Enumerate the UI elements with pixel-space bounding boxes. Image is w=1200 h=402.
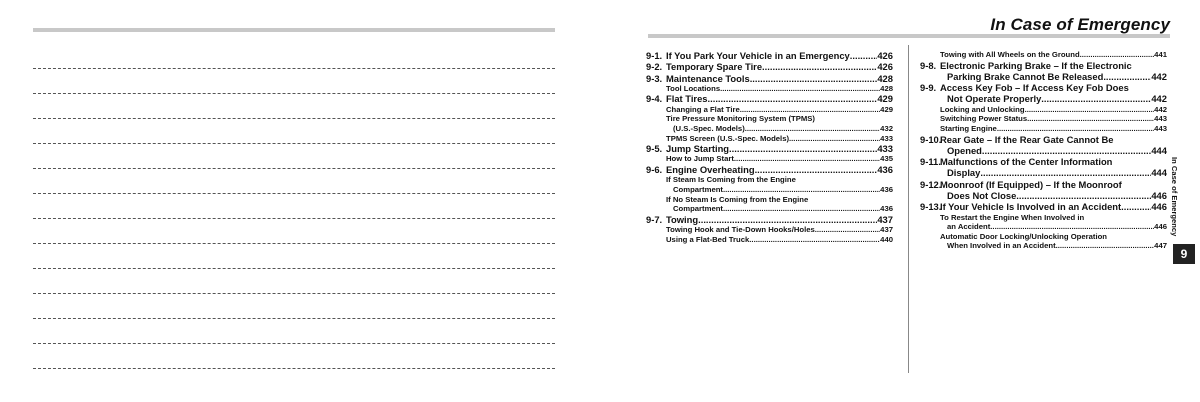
toc-entry-title-text: Rear Gate – If the Rear Gate Cannot Be bbox=[940, 133, 1114, 145]
leader-dots bbox=[745, 124, 880, 134]
toc-entry-title: Starting Engine bbox=[940, 123, 997, 133]
toc-entry-title bbox=[646, 143, 729, 154]
toc-entry-title-text: Parking Brake Cannot Be Released bbox=[947, 70, 1104, 82]
toc-page-number: 436 bbox=[880, 204, 893, 214]
toc-page-number: 429 bbox=[877, 93, 893, 105]
leader-dots bbox=[1027, 114, 1154, 124]
toc-entry-title-text: Flat Tires bbox=[666, 93, 708, 105]
leader-dots bbox=[997, 124, 1154, 134]
toc-page-number: 435 bbox=[880, 154, 893, 164]
toc-entry-title bbox=[646, 164, 755, 175]
toc-entry-number: 9-9. bbox=[920, 82, 937, 94]
toc-entry-title-line1 bbox=[920, 82, 1167, 93]
toc-entry-title bbox=[646, 73, 750, 84]
leader-dots bbox=[723, 185, 880, 195]
leader-dots bbox=[749, 235, 880, 245]
toc-page-number: 426 bbox=[877, 61, 893, 73]
toc-page-number: 428 bbox=[880, 83, 893, 93]
toc-subsection-entry[interactable] bbox=[920, 114, 1167, 124]
toc-page-number: 433 bbox=[880, 133, 893, 143]
toc-section-entry[interactable] bbox=[920, 134, 1167, 157]
toc-entry-title-text: Does Not Close bbox=[947, 190, 1017, 202]
toc-entry-title-line1: To Restart the Engine When Involved in bbox=[940, 212, 1085, 222]
note-line bbox=[33, 343, 555, 344]
toc-subsection-entry[interactable] bbox=[646, 195, 893, 214]
toc-entry-title-text: Not Operate Properly bbox=[947, 93, 1042, 105]
toc-entry-number: 9-6. bbox=[646, 164, 663, 176]
toc-entry-title: Locking and Unlocking bbox=[940, 104, 1025, 114]
toc-entry-title bbox=[920, 201, 1121, 212]
right-page bbox=[600, 0, 1200, 402]
toc-entry-title: Towing Hook and Tie-Down Hooks/Holes bbox=[666, 225, 815, 235]
leader-dots bbox=[1103, 71, 1151, 82]
toc-entry-number: 9-7. bbox=[646, 213, 663, 225]
leader-dots bbox=[734, 154, 880, 164]
toc-entry-title-text: (U.S.-Spec. Models) bbox=[673, 123, 745, 133]
toc-section-entry[interactable] bbox=[646, 214, 893, 225]
toc-column-1 bbox=[646, 50, 893, 244]
toc-page-number: 443 bbox=[1154, 114, 1167, 124]
toc-entry-title-text: When Involved in an Accident bbox=[947, 241, 1056, 251]
toc-subsection-entry[interactable] bbox=[646, 84, 893, 94]
toc-entry-title-line2 bbox=[920, 167, 1167, 178]
toc-subsection-entry[interactable] bbox=[920, 213, 1167, 232]
toc-entry-number: 9-1. bbox=[646, 50, 663, 61]
leader-dots bbox=[1041, 93, 1151, 104]
toc-subsection-entry[interactable] bbox=[646, 175, 893, 194]
toc-page-number: 436 bbox=[877, 164, 893, 176]
toc-section-entry[interactable] bbox=[646, 73, 893, 84]
toc-entry-title-text: Access Key Fob – If Access Key Fob Does bbox=[940, 82, 1129, 94]
leader-dots bbox=[990, 222, 1154, 232]
toc-entry-title-line2 bbox=[646, 185, 893, 195]
toc-page-number: 443 bbox=[1154, 123, 1167, 133]
toc-entry-title: TPMS Screen (U.S.-Spec. Models) bbox=[666, 133, 790, 143]
toc-page-number: 446 bbox=[1151, 190, 1167, 202]
toc-entry-title-line2 bbox=[646, 204, 893, 214]
toc-section-entry[interactable] bbox=[920, 179, 1167, 202]
toc-section-entry[interactable] bbox=[920, 60, 1167, 83]
toc-section-entry[interactable] bbox=[920, 201, 1167, 212]
toc-page-number: 429 bbox=[880, 104, 893, 114]
toc-entry-title: Switching Power Status bbox=[940, 114, 1028, 124]
toc-entry-title: How to Jump Start bbox=[666, 154, 734, 164]
toc-entry-title-line1 bbox=[920, 179, 1167, 190]
toc-entry-number: 9-8. bbox=[920, 59, 937, 71]
toc-subsection-entry[interactable] bbox=[920, 50, 1167, 60]
leader-dots bbox=[740, 105, 880, 115]
leader-dots bbox=[723, 204, 880, 214]
chapter-number-tab: 9 bbox=[1173, 244, 1195, 264]
toc-entry-title-text: Compartment bbox=[673, 184, 723, 194]
toc-entry-title bbox=[646, 214, 698, 225]
toc-entry-title-line2 bbox=[920, 145, 1167, 156]
toc-entry-title-text: Jump Starting bbox=[666, 143, 730, 155]
toc-subsection-entry[interactable] bbox=[646, 134, 893, 144]
leader-dots bbox=[720, 84, 880, 94]
toc-entry-title-line2 bbox=[920, 71, 1167, 82]
column-divider bbox=[908, 45, 909, 373]
toc-section-entry[interactable] bbox=[646, 93, 893, 104]
toc-subsection-entry[interactable] bbox=[920, 232, 1167, 251]
note-line bbox=[33, 93, 555, 94]
toc-entry-title bbox=[646, 93, 708, 104]
toc-subsection-entry[interactable] bbox=[646, 154, 893, 164]
toc-subsection-entry[interactable] bbox=[920, 124, 1167, 134]
toc-page-number: 441 bbox=[1154, 50, 1167, 59]
note-line bbox=[33, 243, 555, 244]
leader-dots bbox=[982, 145, 1151, 156]
toc-entry-title: Using a Flat-Bed Truck bbox=[666, 234, 750, 244]
toc-entry-number: 9-5. bbox=[646, 143, 663, 155]
leader-dots bbox=[750, 73, 878, 84]
toc-entry-title-text: Moonroof (If Equipped) – If the Moonroof bbox=[940, 178, 1122, 190]
leader-dots bbox=[1121, 201, 1151, 212]
toc-entry-number: 9-11. bbox=[920, 156, 941, 168]
toc-page-number: 444 bbox=[1151, 167, 1167, 179]
toc-entry-title-text: Engine Overheating bbox=[666, 164, 755, 176]
toc-entry-number: 9-13. bbox=[920, 201, 942, 213]
note-line bbox=[33, 193, 555, 194]
toc-entry-title-line2 bbox=[920, 93, 1167, 104]
toc-section-entry[interactable] bbox=[646, 143, 893, 154]
toc-page-number: 437 bbox=[877, 213, 893, 225]
toc-entry-title-line1: If No Steam Is Coming from the Engine bbox=[666, 194, 809, 204]
toc-entry-title-line1: Tire Pressure Monitoring System (TPMS) bbox=[666, 114, 815, 124]
leader-dots bbox=[789, 134, 880, 144]
toc-section-entry[interactable] bbox=[646, 50, 893, 61]
toc-subsection-entry[interactable] bbox=[920, 105, 1167, 115]
toc-page-number: 446 bbox=[1154, 222, 1167, 232]
toc-subsection-entry[interactable] bbox=[646, 114, 893, 133]
toc-column-2 bbox=[920, 50, 1167, 251]
toc-entry-title-text: Malfunctions of the Center Information bbox=[940, 156, 1113, 168]
toc-entry-title-text: Opened bbox=[947, 144, 982, 156]
toc-page-number: 442 bbox=[1151, 70, 1167, 82]
leader-dots bbox=[729, 143, 877, 154]
toc-section-entry[interactable] bbox=[646, 61, 893, 72]
side-tab-label bbox=[1168, 157, 1182, 241]
toc-entry-title-text: Electronic Parking Brake – If the Electronic bbox=[940, 59, 1132, 71]
toc-entry-title-text: an Accident bbox=[947, 222, 991, 232]
toc-entry-number: 9-3. bbox=[646, 72, 663, 84]
toc-entry-title: Tool Locations bbox=[666, 83, 721, 93]
toc-entry-title-line2 bbox=[920, 241, 1167, 251]
toc-entry-title-line2 bbox=[920, 222, 1167, 232]
toc-entry-number: 9-10. bbox=[920, 133, 942, 145]
note-line bbox=[33, 68, 555, 69]
chapter-title: In Case of Emergency bbox=[990, 15, 1170, 34]
toc-section-entry[interactable] bbox=[920, 82, 1167, 105]
side-tab-text: In Case of Emergency bbox=[1170, 157, 1179, 237]
leader-dots bbox=[1056, 241, 1155, 251]
toc-section-entry[interactable] bbox=[646, 164, 893, 175]
note-line bbox=[33, 268, 555, 269]
note-line bbox=[33, 368, 555, 369]
leader-dots bbox=[815, 225, 880, 235]
top-rule bbox=[648, 34, 1170, 38]
toc-entry-title-line2 bbox=[646, 124, 893, 134]
note-line bbox=[33, 293, 555, 294]
toc-entry-title-text: Maintenance Tools bbox=[666, 72, 750, 84]
toc-entry-title-text: Towing bbox=[666, 213, 699, 225]
note-line bbox=[33, 318, 555, 319]
toc-page-number: 440 bbox=[880, 234, 893, 244]
top-rule bbox=[33, 28, 555, 32]
toc-subsection-entry[interactable] bbox=[646, 225, 893, 235]
toc-entry-number: 9-4. bbox=[646, 93, 663, 105]
toc-page-number: 447 bbox=[1154, 241, 1167, 251]
toc-page-number: 444 bbox=[1151, 144, 1167, 156]
toc-section-entry[interactable] bbox=[920, 156, 1167, 179]
leader-dots bbox=[980, 167, 1151, 178]
leader-dots bbox=[755, 164, 878, 175]
toc-entry-number: 9-12. bbox=[920, 178, 942, 190]
toc-entry-title-text: If You Park Your Vehicle in an Emergency bbox=[666, 50, 850, 61]
toc-page-number: 446 bbox=[1151, 201, 1167, 213]
note-line bbox=[33, 218, 555, 219]
toc-page-number: 428 bbox=[877, 72, 893, 84]
toc-subsection-entry[interactable] bbox=[646, 105, 893, 115]
toc-entry-title-text: Compartment bbox=[673, 204, 723, 214]
leader-dots bbox=[698, 214, 877, 225]
toc-page-number: 426 bbox=[877, 50, 893, 61]
toc-entry-title bbox=[646, 50, 850, 61]
note-line bbox=[33, 168, 555, 169]
note-line bbox=[33, 143, 555, 144]
leader-dots bbox=[1025, 105, 1155, 115]
toc-entry-title bbox=[646, 61, 762, 72]
toc-entry-title-line1 bbox=[920, 156, 1167, 167]
toc-entry-title: Towing with All Wheels on the Ground bbox=[940, 50, 1080, 59]
toc-entry-title-text: Temporary Spare Tire bbox=[666, 61, 763, 73]
toc-entry-title-line1: If Steam Is Coming from the Engine bbox=[666, 175, 796, 185]
toc-page-number: 442 bbox=[1151, 93, 1167, 105]
leader-dots bbox=[850, 50, 878, 61]
toc-page-number: 437 bbox=[880, 225, 893, 235]
toc-entry-title-line1 bbox=[920, 134, 1167, 145]
toc-entry-title-text: If Your Vehicle Is Involved in an Accident bbox=[940, 201, 1122, 213]
toc-page-number: 432 bbox=[880, 123, 893, 133]
toc-page-number: 436 bbox=[880, 184, 893, 194]
leader-dots bbox=[1080, 50, 1155, 60]
leader-dots bbox=[708, 93, 878, 104]
note-line bbox=[33, 118, 555, 119]
toc-entry-title-line1 bbox=[920, 60, 1167, 71]
toc-entry-title-line2 bbox=[920, 190, 1167, 201]
toc-entry-title: Changing a Flat Tire bbox=[666, 104, 740, 114]
left-page bbox=[0, 0, 590, 402]
toc-page-number: 442 bbox=[1154, 104, 1167, 114]
toc-subsection-entry[interactable] bbox=[646, 235, 893, 245]
leader-dots bbox=[1016, 190, 1151, 201]
toc-page-number: 433 bbox=[877, 143, 893, 155]
leader-dots bbox=[762, 61, 877, 72]
toc-entry-title-text: Display bbox=[947, 167, 981, 179]
toc-entry-title-line1: Automatic Door Locking/Unlocking Operation bbox=[940, 231, 1107, 241]
toc-entry-number: 9-2. bbox=[646, 61, 663, 73]
